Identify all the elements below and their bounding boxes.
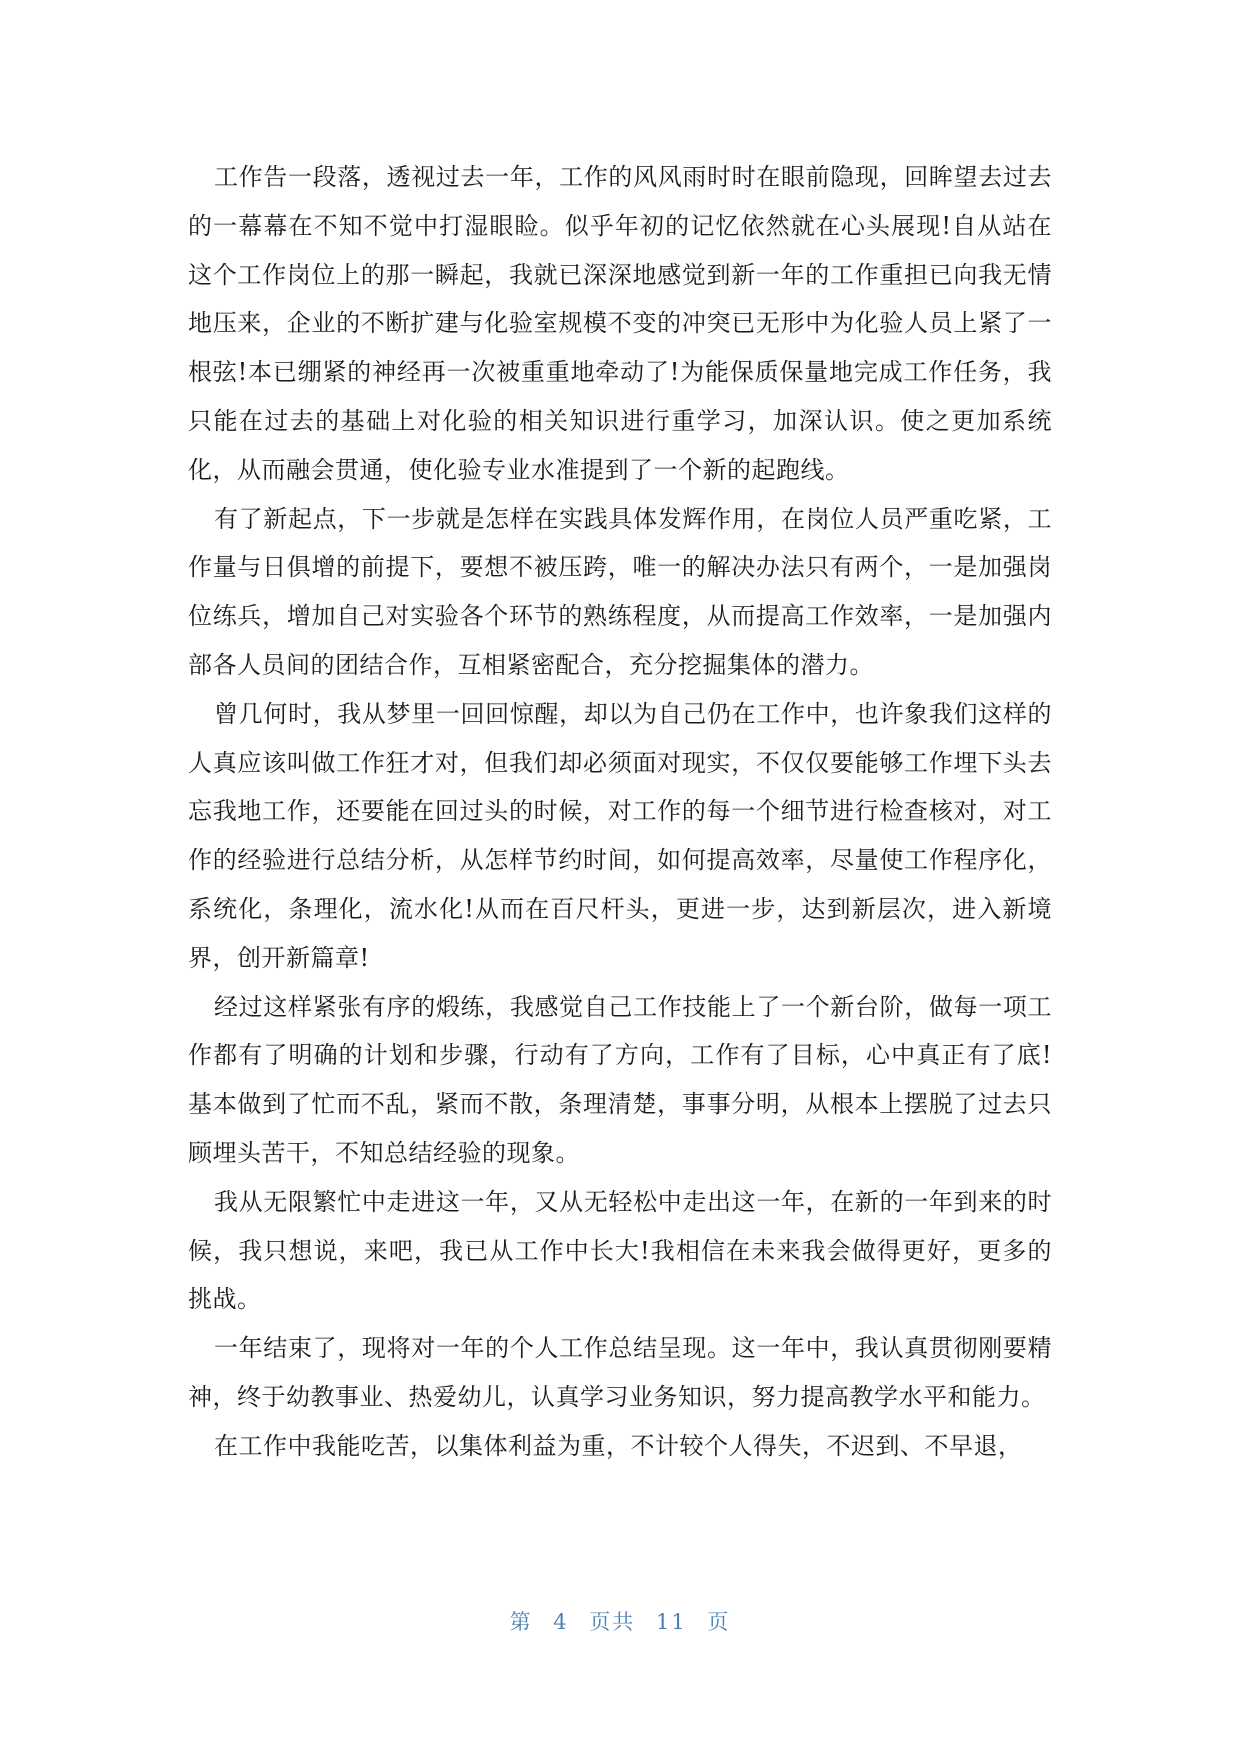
paragraph-7: 在工作中我能吃苦，以集体利益为重，不计较个人得失，不迟到、不早退， [214,1431,1023,1460]
paragraph-4: 经过这样紧张有序的煅练，我感觉自己工作技能上了一个新台阶，做每一项工作都有了明确的计划和步骤，行动有了方向，工作有了目标，心中真正有了底!基本做到了忙而不乱，紧而不散，条理清楚，事事分明，从根本上摆脱了过去只顾埋头苦干，不知总结经验的现象。 [188,992,1052,1167]
page-number-footer [0,1606,1240,1636]
paragraph-1: 工作告一段落，透视过去一年，工作的风风雨时时在眼前隐现，回眸望去过去的一幕幕在不知不觉中打湿眼睑。似乎年初的记忆依然就在心头展现!自从站在这个工作岗位上的那一瞬起，我就已深深地感觉到新一年的工作重担已向我无情地压来，企业的不断扩建与化验室规模不变的冲突已无形中为化验人员上紧了一根弦!本已绷紧的神经再一次被重重地牵动了!为能保质保量地完成工作任务，我只能在过去的基础上对化验的相关知识进行重学习，加深认识。使之更加系统化，从而融会贯通，使化验专业水准提到了一个新的起跑线。 [188,163,1052,484]
footer-current-page: 4 [553,1610,569,1634]
paragraph-6: 一年结束了，现将对一年的个人工作总结呈现。这一年中，我认真贯彻刚要精神，终于幼教事业、热爱幼儿，认真学习业务知识，努力提高教学水平和能力。 [188,1334,1052,1411]
footer-middle: 页共 [589,1610,636,1634]
document-body [188,153,1052,1471]
footer-total-pages: 11 [656,1610,687,1634]
paragraph-3: 曾几何时，我从梦里一回回惊醒，却以为自己仍在工作中，也许象我们这样的人真应该叫做工作狂才对，但我们却必须面对现实，不仅仅要能够工作埋下头去忘我地工作，还要能在回过头的时候，对工作的每一个细节进行检查核对，对工作的经验进行总结分析，从怎样节约时间，如何提高效率，尽量使工作程序化，系统化，条理化，流水化!从而在百尺杆头，更进一步，达到新层次，进入新境界，创开新篇章! [188,699,1052,972]
paragraph-5: 我从无限繁忙中走进这一年，又从无轻松中走出这一年，在新的一年到来的时候，我只想说，来吧，我已从工作中长大!我相信在未来我会做得更好，更多的挑战。 [188,1187,1052,1314]
footer-suffix: 页 [707,1610,731,1634]
paragraph-2: 有了新起点，下一步就是怎样在实践具体发辉作用，在岗位人员严重吃紧，工作量与日俱增的前提下，要想不被压跨，唯一的解决办法只有两个，一是加强岗位练兵，增加自己对实验各个环节的熟练程度，从而提高工作效率，一是加强内部各人员间的团结合作，互相紧密配合，充分挖掘集体的潜力。 [188,504,1052,679]
footer-prefix: 第 [509,1610,533,1634]
